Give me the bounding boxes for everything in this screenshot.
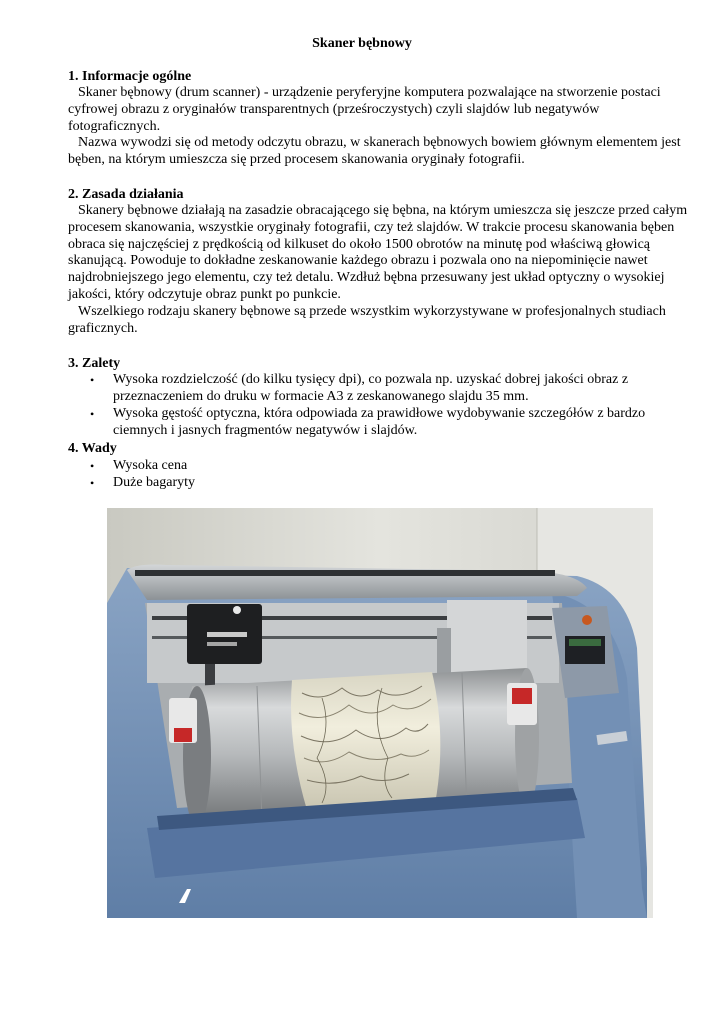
bullet-icon: • bbox=[90, 373, 95, 387]
list-item bbox=[90, 475, 690, 492]
list-item-text: Wysoka rozdzielczość (do kilku tysięcy dpi), co pozwala np. uzyskać dobrej jakości obraz z przeznaczeniem do druku w formacie A3 z zeskanowanego slajdu 35 mm. bbox=[113, 372, 629, 404]
bullet-icon: • bbox=[90, 459, 95, 473]
section-1-paragraph-2 bbox=[68, 135, 692, 169]
bullet-icon: • bbox=[90, 407, 95, 421]
section-2-paragraph-2 bbox=[68, 304, 692, 338]
section-2-paragraph-1 bbox=[68, 203, 692, 304]
section-heading-3: 3. Zalety bbox=[68, 356, 121, 371]
drum-scanner-photo bbox=[107, 508, 653, 918]
paragraph-text: Skaner bębnowy (drum scanner) - urządzenie peryferyjne komputera pozwalające na stworzenie postaci cyfrowej obrazu z oryginałów transparentnych (prześroczystych) czyli slajdów lub negatywów fotograficznych. bbox=[68, 85, 661, 134]
section-heading-1: 1. Informacje ogólne bbox=[68, 69, 192, 84]
section-heading-4: 4. Wady bbox=[68, 441, 117, 456]
list-item-text: Duże bagaryty bbox=[113, 475, 196, 490]
section-1-paragraph-1 bbox=[68, 85, 692, 135]
bullet-icon: • bbox=[90, 476, 95, 490]
document-title: Skaner bębnowy bbox=[312, 36, 412, 51]
list-item bbox=[90, 372, 690, 406]
list-item-text: Wysoka gęstość optyczna, która odpowiada za prawidłowe wydobywanie szczegółów z bardzo ciemnych i jasnych fragmentów negatywów i slajdów. bbox=[113, 406, 646, 438]
paragraph-text: Nazwa wywodzi się od metody odczytu obrazu, w skanerach bębnowych bowiem głównym elementem jest bęben, na którym umieszcza się przed procesem skanowania oryginały fotografii. bbox=[68, 135, 681, 167]
list-item-text: Wysoka cena bbox=[113, 458, 188, 473]
paragraph-text: Wszelkiego rodzaju skanery bębnowe są przede wszystkim wykorzystywane w profesjonalnych studiach graficznych. bbox=[68, 304, 666, 336]
list-item bbox=[90, 458, 690, 475]
section-heading-2: 2. Zasada działania bbox=[68, 187, 184, 202]
paragraph-text: Skanery bębnowe działają na zasadzie obracającego się bębna, na którym umieszcza się jeszcze przed całym procesem skanowania, wszystkie oryginały fotografii, czy też slajdów. W trakcie procesu skanowania bęben obraca się najczęściej z prędkością od kilkuset do około 1500 obrotów na minutę pod właściwą głowicą skanującą. Powoduje to dokładne zeskanowanie każdego obrazu i pozwala ono na niepominięcie nawet najdrobniejszego jego elementu, czy też detalu. Wzdłuż bębna przesuwany jest układ optyczny o wysokiej jakości, który odczytuje obraz punkt po punkcie. bbox=[68, 203, 688, 302]
list-item bbox=[90, 406, 690, 440]
